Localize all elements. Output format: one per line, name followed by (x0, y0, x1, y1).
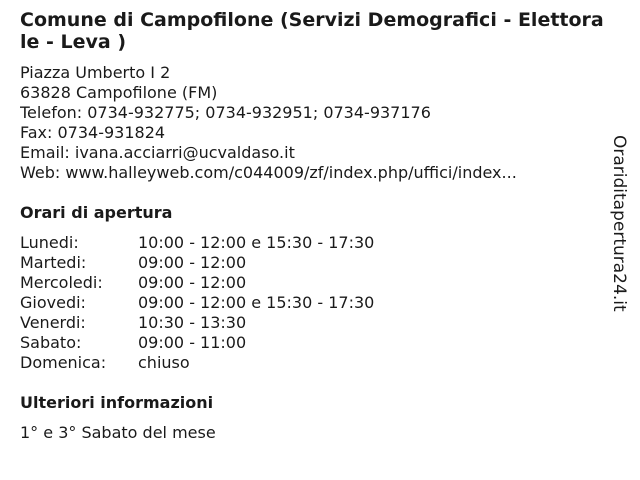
office-title: Comune di Campofilone (Servizi Demografici - Elettorale - Leva ) (20, 9, 604, 53)
day-hours: 10:30 - 13:30 (138, 313, 247, 332)
day-label: Domenica: (20, 353, 107, 372)
hours-row-giovedi (20, 293, 600, 313)
city-line: 63828 Campofilone (FM) (20, 83, 218, 102)
day-hours: 09:00 - 12:00 e 15:30 - 17:30 (138, 293, 375, 312)
day-hours: 09:00 - 12:00 (138, 273, 247, 292)
hours-row-domenica (20, 353, 600, 373)
hours-table (20, 233, 600, 373)
fax-line: Fax: 0734-931824 (20, 123, 166, 142)
hours-row-venerdi (20, 313, 600, 333)
web-line: Web: www.halleyweb.com/c044009/zf/index.php/uffici/index... (20, 163, 517, 182)
day-hours: 09:00 - 11:00 (138, 333, 247, 352)
contact-block (20, 63, 600, 183)
hours-row-mercoledi (20, 273, 600, 293)
day-hours: 09:00 - 12:00 (138, 253, 247, 272)
email-line: Email: ivana.acciarri@ucvaldaso.it (20, 143, 295, 162)
day-label: Sabato: (20, 333, 82, 352)
hours-row-sabato (20, 333, 600, 353)
day-hours: chiuso (138, 353, 190, 372)
day-label: Martedi: (20, 253, 87, 272)
day-hours: 10:00 - 12:00 e 15:30 - 17:30 (138, 233, 375, 252)
address-line: Piazza Umberto I 2 (20, 63, 171, 82)
phone-line: Telefon: 0734-932775; 0734-932951; 0734-937176 (20, 103, 431, 122)
info-text: 1° e 3° Sabato del mese (20, 423, 216, 442)
hours-row-martedi (20, 253, 600, 273)
info-heading: Ulteriori informazioni (20, 393, 214, 412)
hours-heading: Orari di apertura (20, 203, 173, 222)
office-card (20, 9, 604, 443)
day-label: Lunedi: (20, 233, 79, 252)
day-label: Mercoledi: (20, 273, 103, 292)
site-watermark: Orariditapertura24.it (609, 135, 629, 312)
hours-row-lunedi (20, 233, 600, 253)
day-label: Venerdi: (20, 313, 86, 332)
day-label: Giovedi: (20, 293, 86, 312)
